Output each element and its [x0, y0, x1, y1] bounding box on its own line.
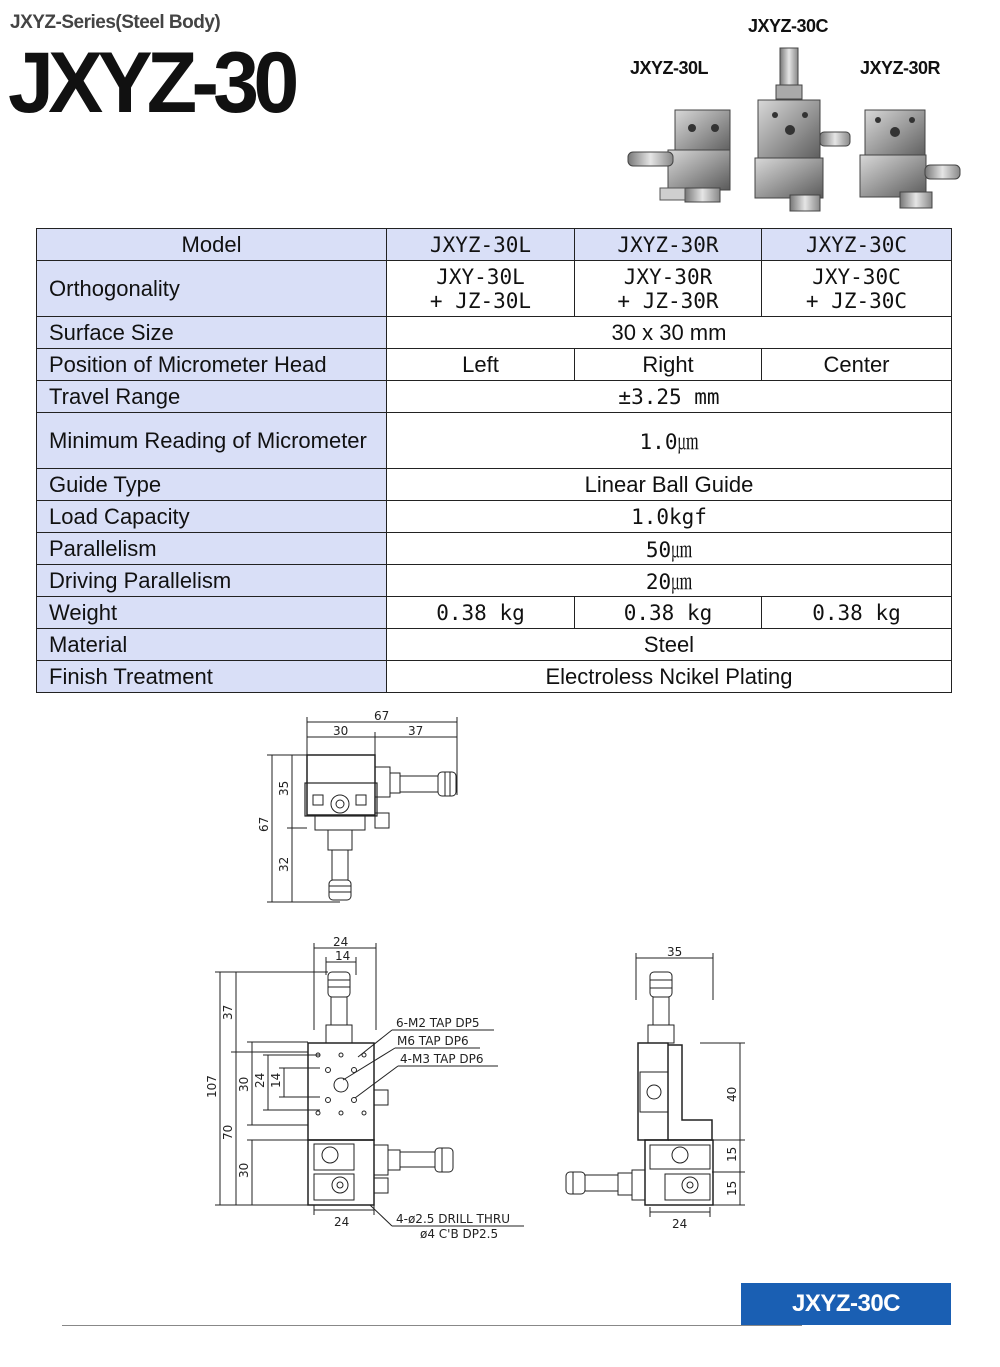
- dim-label: 40: [725, 1086, 739, 1102]
- dim-label: 24: [333, 935, 349, 949]
- table-row-driving-parallelism: [37, 565, 952, 597]
- table-cell: 50㎛: [387, 533, 952, 565]
- table-row-load-capacity: [37, 501, 952, 533]
- callout-note: ø4 C'B DP2.5: [420, 1227, 499, 1241]
- table-cell: Left: [387, 349, 575, 381]
- header-col-30c: JXYZ-30C: [762, 229, 952, 261]
- product-photos: [600, 40, 980, 220]
- table-cell: 1.0㎛: [387, 413, 952, 469]
- dim-label: 24: [672, 1217, 688, 1231]
- row-label: Travel Range: [37, 381, 387, 413]
- table-cell: JXY-30R + JZ-30R: [575, 261, 762, 317]
- drawing-front-view: [205, 935, 524, 1241]
- table-row-orthogonality: [37, 261, 952, 317]
- table-cell: Linear Ball Guide: [387, 469, 952, 501]
- dim-label: 24: [334, 1215, 350, 1229]
- drawing-top-view: [257, 709, 457, 902]
- table-cell: 0.38 kg: [762, 597, 952, 629]
- dim-label: 70: [221, 1124, 235, 1140]
- callout-note: 4-ø2.5 DRILL THRU: [396, 1212, 510, 1226]
- row-label: Finish Treatment: [37, 661, 387, 693]
- dim-label: 14: [269, 1072, 283, 1088]
- table-row-header: [37, 229, 952, 261]
- header-col-30l: JXYZ-30L: [387, 229, 575, 261]
- dim-label: 35: [667, 945, 683, 959]
- table-cell: Electroless Ncikel Plating: [387, 661, 952, 693]
- table-cell: Steel: [387, 629, 952, 661]
- row-label: Surface Size: [37, 317, 387, 349]
- dim-label: 67: [257, 816, 271, 832]
- dim-label: 30: [237, 1076, 251, 1092]
- dim-label: 37: [221, 1004, 235, 1020]
- table-row-finish: [37, 661, 952, 693]
- table-cell: 30 x 30 mm: [387, 317, 952, 349]
- table-row-travel-range: [37, 381, 952, 413]
- dim-label: 15: [725, 1146, 739, 1162]
- page-title: JXYZ-30: [8, 35, 294, 131]
- dim-label: 14: [335, 949, 351, 963]
- footer-model-tag: JXYZ-30C: [741, 1283, 951, 1325]
- row-label: Weight: [37, 597, 387, 629]
- row-label: Minimum Reading of Micrometer: [37, 413, 387, 469]
- row-label: Driving Parallelism: [37, 565, 387, 597]
- dim-label: 24: [253, 1072, 267, 1088]
- row-label: Material: [37, 629, 387, 661]
- dim-label: 67: [374, 709, 390, 723]
- dim-label: 35: [277, 780, 291, 796]
- series-label: JXYZ-Series(Steel Body): [10, 12, 221, 33]
- callout-note: M6 TAP DP6: [397, 1034, 469, 1048]
- photo-label-30c: JXYZ-30C: [748, 16, 829, 36]
- footer-divider: [62, 1325, 802, 1326]
- dim-label: 30: [237, 1162, 251, 1178]
- dim-label: 15: [725, 1180, 739, 1196]
- table-row-micrometer-head: [37, 349, 952, 381]
- row-label: Orthogonality: [37, 261, 387, 317]
- table-row-weight: [37, 597, 952, 629]
- product-photo-30l: [628, 110, 730, 202]
- photo-label-30l: JXYZ-30L: [630, 58, 709, 78]
- product-photo-30r: [860, 110, 960, 208]
- row-label: Position of Micrometer Head: [37, 349, 387, 381]
- photo-label-30r: JXYZ-30R: [860, 58, 941, 78]
- technical-drawings: [0, 700, 1000, 1260]
- header-col-30r: JXYZ-30R: [575, 229, 762, 261]
- callout-note: 6-M2 TAP DP5: [396, 1016, 480, 1030]
- table-cell: JXY-30L + JZ-30L: [387, 261, 575, 317]
- table-cell: 20㎛: [387, 565, 952, 597]
- header-model: Model: [37, 229, 387, 261]
- table-cell: 1.0kgf: [387, 501, 952, 533]
- callout-note: 4-M3 TAP DP6: [400, 1052, 484, 1066]
- row-label: Load Capacity: [37, 501, 387, 533]
- product-photo-30c: [755, 48, 850, 211]
- table-cell: JXY-30C + JZ-30C: [762, 261, 952, 317]
- row-label: Guide Type: [37, 469, 387, 501]
- spec-table: [36, 228, 952, 693]
- table-row-material: [37, 629, 952, 661]
- table-cell: Right: [575, 349, 762, 381]
- table-cell: 0.38 kg: [387, 597, 575, 629]
- table-row-parallelism: [37, 533, 952, 565]
- table-row-min-reading: [37, 413, 952, 469]
- row-label: Parallelism: [37, 533, 387, 565]
- dim-label: 37: [408, 724, 424, 738]
- table-row-surface-size: [37, 317, 952, 349]
- dim-label: 30: [333, 724, 349, 738]
- table-cell: 0.38 kg: [575, 597, 762, 629]
- dim-label: 32: [277, 856, 291, 872]
- table-row-guide-type: [37, 469, 952, 501]
- table-cell: Center: [762, 349, 952, 381]
- drawing-side-view: [566, 945, 745, 1231]
- table-cell: ±3.25 mm: [387, 381, 952, 413]
- dim-label: 107: [205, 1075, 219, 1098]
